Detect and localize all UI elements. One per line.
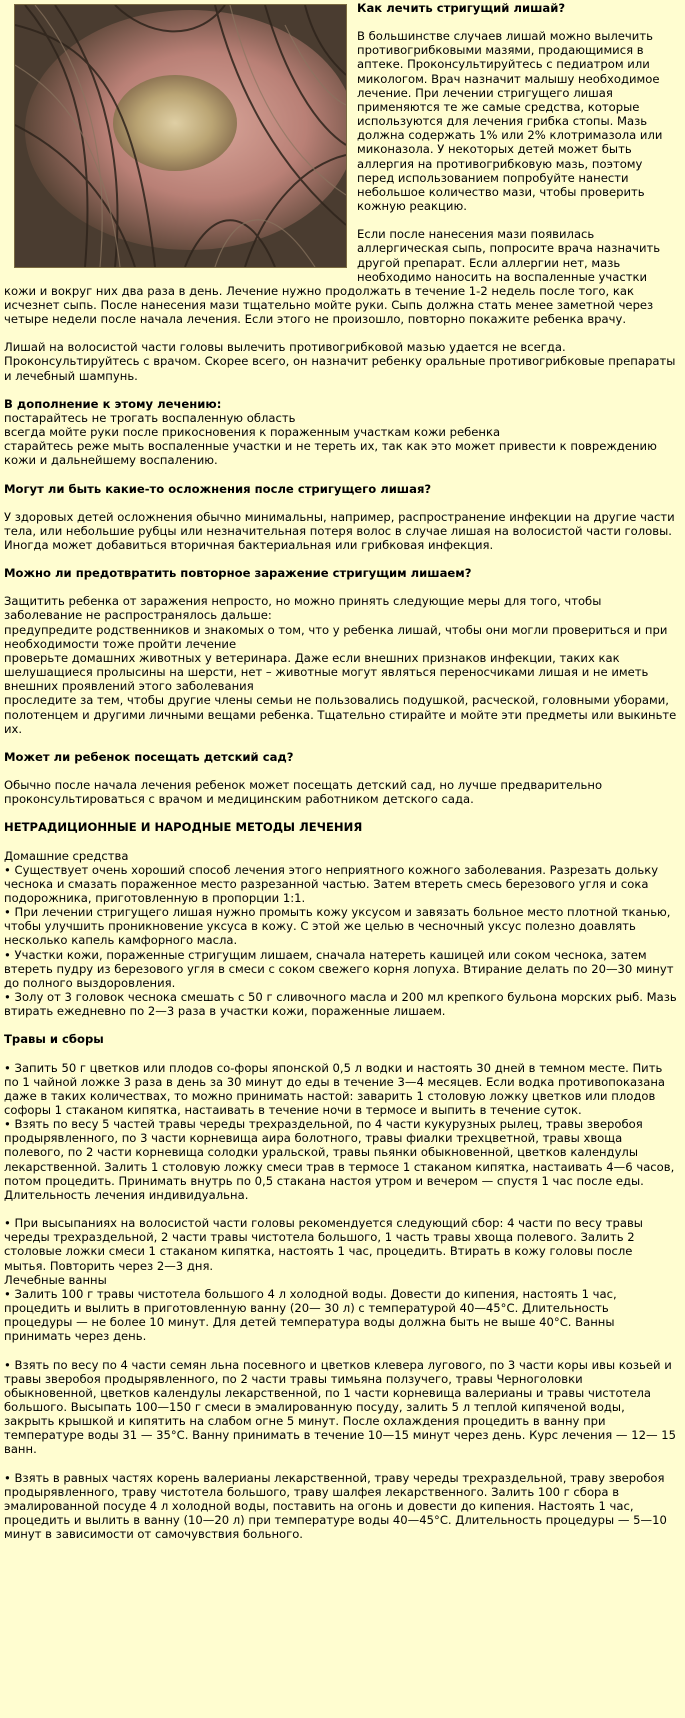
list-item: старайтесь реже мыть воспаленные участки и не тереть их, так как это может привести к повреждению кожи и дальнейшему воспалению. [4, 439, 657, 468]
subheading: Домашние средства [4, 848, 129, 863]
section-title: В дополнение к этому лечению: [4, 396, 222, 411]
list-item: • При высыпаниях на волосистой части головы рекомендуется следующий сбор: 4 части по весу травы череды трехраздельной, 2 части травы чистотела большого, 1 часть травы хвоща полевого. Залить 2 столовые ложки смеси 1 стаканом кипятка, настоять 1 час, процедить. Втирать в кожу головы после мытья. Повторить через 2—3 дня. [4, 1216, 643, 1273]
scalp-lesion-photo-icon [14, 4, 347, 268]
section-title: НЕТРАДИЦИОННЫЕ И НАРОДНЫЕ МЕТОДЫ ЛЕЧЕНИЯ [4, 820, 363, 835]
list-item: проследите за тем, чтобы другие члены семьи не пользовались подушкой, расческой, головными уборами, полотенцем и другими личными вещами ребенка. Тщательно стирайте и мойте эти предметы или выкиньте их. [4, 693, 677, 736]
list-item: • Взять по весу по 4 части семян льна посевного и цветков клевера лугового, по 3 части коры ивы козьей и травы зверобоя продырявленного, по 2 части травы тимьяна ползучего, травы Черноголовки обыкновенной, цветков календулы лекарственной, по 1 части корневища валерианы и травы чистотела большого. Высыпать 100—150 г смеси в эмалированную посуду, залить 5 л теплой кипяченой воды, закрыть крышкой и кипятить на слабом огне 5 минут. После охлаждения процедить в ванну при температуре воды 31 — 35°С. Ванну принимать в течение 10—15 минут через день. Курс лечения — 12— 15 ванн. [4, 1357, 676, 1457]
section-title: Травы и сборы [4, 1032, 104, 1047]
section-title: Как лечить стригущий лишай? [357, 1, 566, 15]
list-item: • Взять по весу 5 частей травы череды трехраздельной, по 4 части кукурузных рылец, травы зверобоя продырявленного, по 3 части корневища аира болотного, травы фиалки трехцветной, травы хвоща полевого, по 2 части корневища солодки уральской, травы пьянки обыкновенной, цветков календулы лекарственной. Залить 1 столовую ложку смеси трав в термосе 1 стаканом кипятка, настаивать 4—6 часов, потом процедить. Принимать внутрь по 0,5 стакана настоя утром и вечером — спустя 1 час после еды. Длительность лечения индивидуальна. [4, 1117, 675, 1202]
list-item: • Золу от 3 головок чеснока смешать с 50 г сливочного масла и 200 мл крепкого бульона морских рыб. Мазь втирать ежедневно по 2—3 раза в участки кожи, пораженные лишаем. [4, 990, 677, 1019]
list-item: • Взять в равных частях корень валерианы лекарственной, траву череды трехраздельной, траву зверобоя продырявленного, траву чистотела большого, траву шалфея лекарственного. Залить 100 г сбора в эмалированной посуде 4 л холодной воды, поставить на огонь и довести до кипения. Настоять 1 час, процедить и вылить в ванну (10—20 л) при температуре воды 40—45°С. Длительность процедуры — 5—10 минут в зависимости от самочувствия больного. [4, 1470, 667, 1542]
section-title: Могут ли быть какие-то осложнения после стригущего лишая? [4, 481, 432, 496]
list-item: проверьте домашних животных у ветеринара. Даже если внешних признаков инфекции, таких как шелушащиеся пролысины на шерсти, нет – животные могут являться переносчиками лишая и не иметь внешних проявлений этого заболевания [4, 650, 649, 694]
paragraph: Обычно после начала лечения ребенок может посещать детский сад, но лучше предварительно проконсультироваться с врачом и медицинским работником детского сада. [4, 778, 603, 807]
list-item: • При лечении стригущего лишая нужно промыть кожу уксусом и завязать больное место плотной тканью, чтобы улучшить проникновение уксуса в кожу. С этой же целью в чесночный уксус полезно доавлять несколько капель камфорного масла. [4, 905, 671, 948]
list-item: • Участки кожи, пораженные стригущим лишаем, сначала натереть кашицей или соком чеснока, затем втереть пудру из березового угля в смеси с соком свежего корня лопуха. Втирание делать по 20—30 минут до полного выздоровления. [4, 947, 674, 990]
paragraph: Лишай на волосистой части головы вылечить противогрибковой мазью удается не всегда. Проконсультируйтесь с врачом. Скорее всего, он назначит ребенку оральные противогрибковые препараты и лечебный шампунь. [4, 340, 676, 383]
paragraph: Если после нанесения мази появилась аллергическая сыпь, попросите врача назначить другой препарат. Если аллергии нет, мазь необходимо наносить на воспаленные участки кожи и вокруг них два раза в день. Лечение нужно продолжать в течение 1-2 недель после того, как исчезнет сыпь. После нанесения мази тщательно мойте руки. Сыпь должна стать менее заметной через четыре недели после начала лечения. Если этого не произошло, повторно покажите ребенка врачу. [4, 227, 661, 327]
list-item: всегда мойте руки после прикосновения к пораженным участкам кожи ребенка [4, 425, 501, 440]
list-item: • Залить 100 г травы чистотела большого 4 л холодной воды. Довести до кипения, настоять 1 час, процедить и вылить в приготовленную ванну (20— 30 л) с температурой 40—45°С. Длительность процедуры — не более 10 минут. Для детей температура воды должна быть не выше 40°С. Ванны принимать через день. [4, 1286, 617, 1344]
list-item: постарайтесь не трогать воспаленную область [4, 410, 296, 425]
subheading: Лечебные ванны [4, 1272, 107, 1287]
section-title: Можно ли предотвратить повторное заражение стригущим лишаем? [4, 566, 472, 581]
paragraph: В большинстве случаев лишай можно вылечить противогрибковыми мазями, продающимися в аптеке. Проконсультируйтесь с педиатром или микологом. Врач назначит малышу необходимое лечение. При лечении стригущего лишая применяются те же самые средства, которые используются для лечения грибка стопы. Мазь должна содержать 1% или 2% клотримазола или миконазола. У некоторых детей может быть аллергия на противогрибковую мазь, поэтому перед использованием попробуйте нанести небольшое количество мази, чтобы проверить кожную реакцию. [357, 29, 663, 214]
list-item: • Существует очень хороший способ лечения этого неприятного кожного заболевания. Разрезать дольку чеснока и смазать пораженное место разрезанной частью. Затем втереть смесь березового угля и сока подорожника, приготовленную в пропорции 1:1. [4, 862, 659, 905]
list-item: • Запить 50 г цветков или плодов со-форы японской 0,5 л водки и настоять 30 дней в темном месте. Пить по 1 чайной ложке 3 раза в день за 30 минут до еды в течение 3—4 месяцев. Если водка противопоказана даже в таких количествах, то можно принимать настой: заварить 1 столовую ложку цветков или плодов софоры 1 стаканом кипятка, настаивать в течение ночи в термосе и выпить в течение суток. [4, 1060, 666, 1117]
list-item: предупредите родственников и знакомых о том, что у ребенка лишай, чтобы они могли провериться и при необходимости тоже пройти лечение [4, 622, 668, 651]
section-title: Может ли ребенок посещать детский сад? [4, 749, 294, 764]
paragraph: У здоровых детей осложнения обычно минимальны, например, распространение инфекции на другие части тела, или небольшие рубцы или незначительная потеря волос в случае лишая на волосистой части головы. Иногда может добавиться вторичная бактериальная или грибковая инфекция. [4, 509, 675, 552]
paragraph: Защитить ребенка от заражения непросто, но можно принять следующие меры для того, чтобы заболевание не распространялось дальше: [4, 594, 602, 623]
